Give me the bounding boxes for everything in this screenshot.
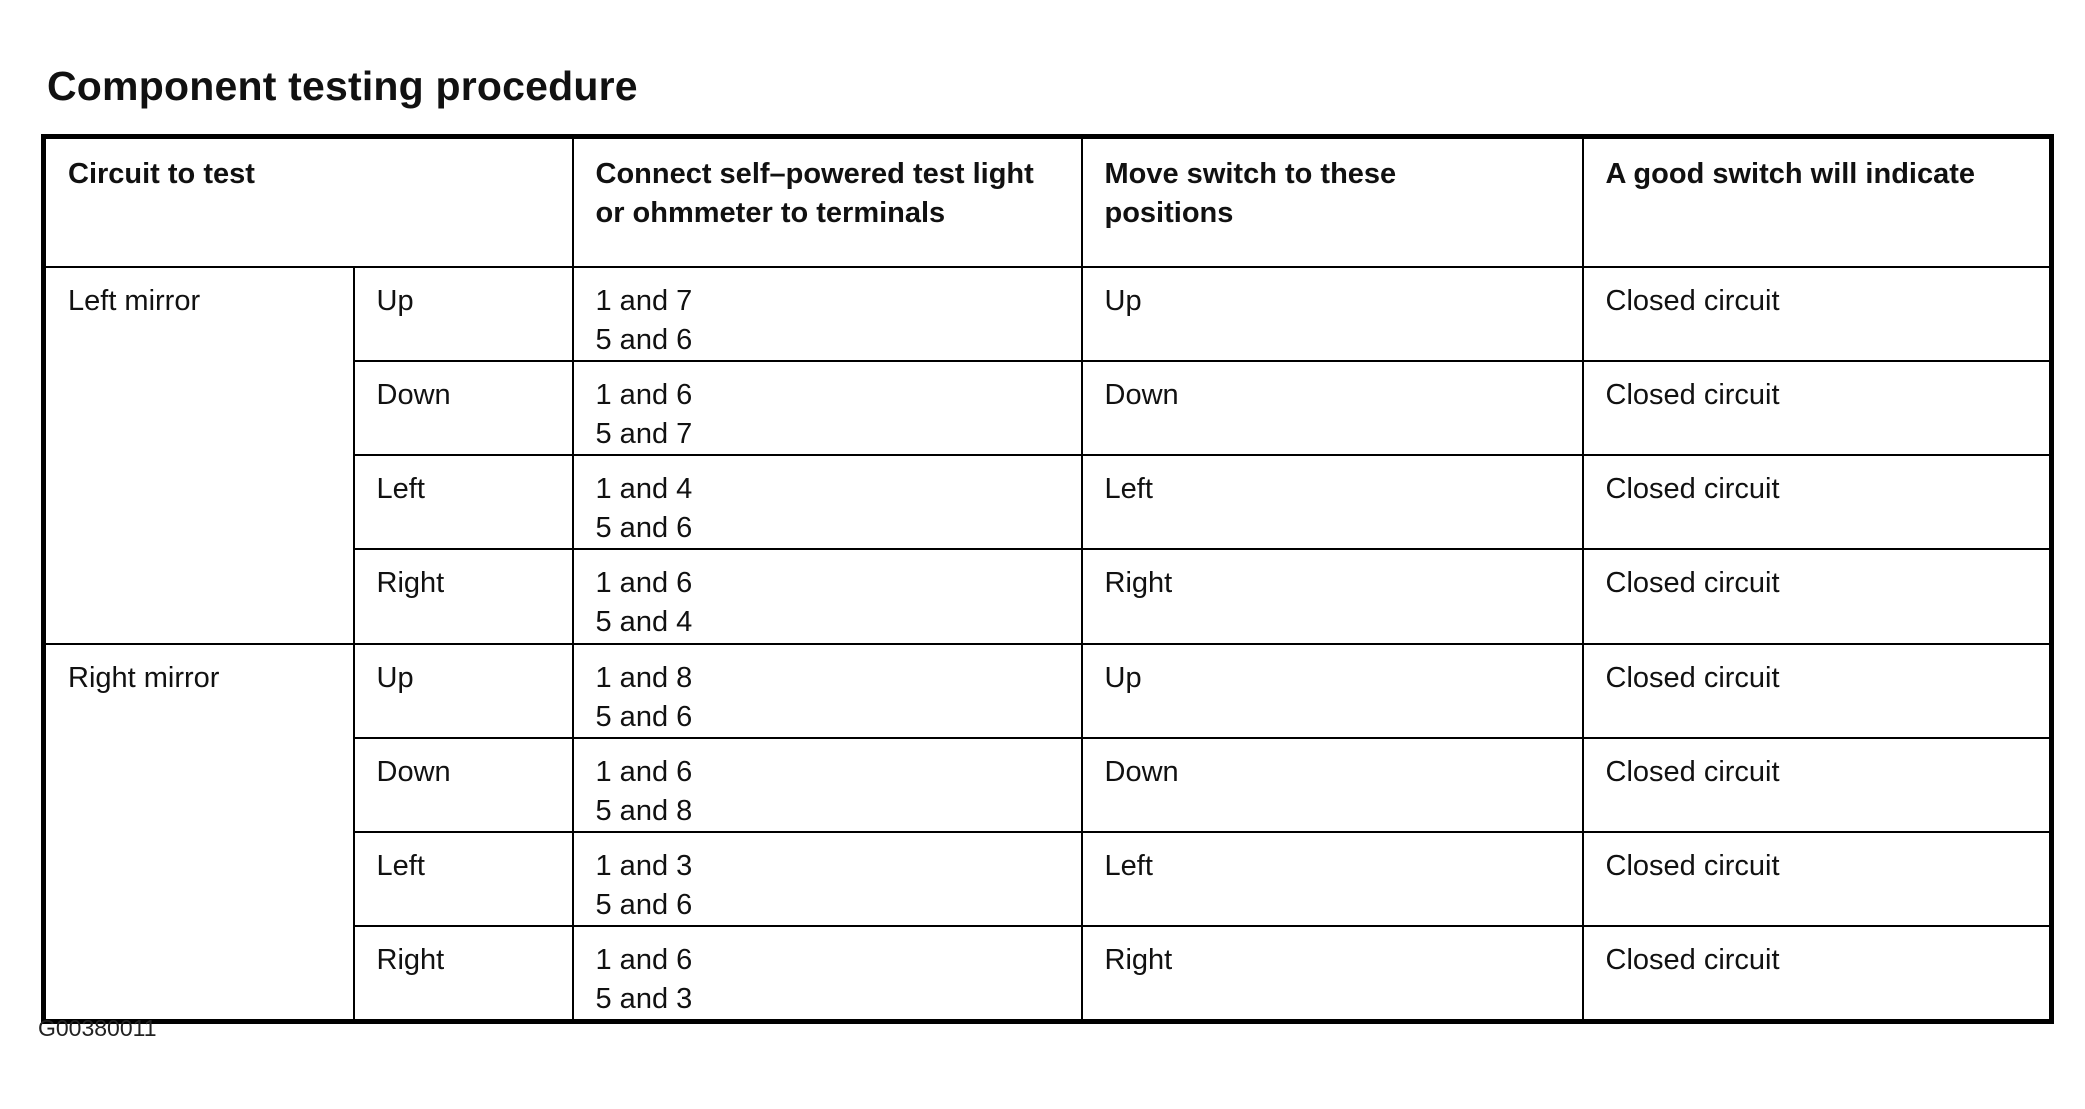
position-cell: Down [1082, 738, 1583, 832]
result-cell: Closed circuit [1583, 455, 2052, 549]
direction-cell: Down [354, 738, 573, 832]
direction-cell: Left [354, 832, 573, 926]
header-result: A good switch will indicate [1583, 137, 2052, 267]
terminals-cell [573, 926, 1082, 1022]
terminals-cell [573, 549, 1082, 644]
result-cell: Closed circuit [1583, 926, 2052, 1022]
terminals-cell [573, 267, 1082, 361]
header-terminals [573, 137, 1082, 267]
position-cell: Right [1082, 549, 1583, 644]
group-label-right-mirror: Right mirror [44, 644, 354, 1022]
terminal-pair: 1 and 8 [595, 661, 693, 694]
position-cell: Left [1082, 832, 1583, 926]
header-circuit: Circuit to test [44, 137, 573, 267]
result-cell: Closed circuit [1583, 361, 2052, 455]
terminal-pair: 1 and 6 [595, 943, 693, 976]
result-cell: Closed circuit [1583, 644, 2052, 738]
header-positions [1082, 137, 1583, 267]
position-cell: Up [1082, 644, 1583, 738]
figure-id: G00380011 [38, 1015, 157, 1041]
terminals-cell [573, 361, 1082, 455]
table-row [44, 644, 2052, 738]
header-positions-line-1: Move switch to these [1104, 158, 1397, 190]
result-cell: Closed circuit [1583, 267, 2052, 361]
direction-cell: Down [354, 361, 573, 455]
header-row [44, 137, 2052, 267]
terminals-cell [573, 644, 1082, 738]
header-terminals-line-1: Connect self–powered test light [595, 158, 1034, 190]
page-title: Component testing procedure [47, 63, 638, 109]
terminal-pair: 5 and 4 [595, 605, 693, 638]
terminals-cell [573, 738, 1082, 832]
terminal-pair: 5 and 3 [595, 982, 693, 1015]
terminal-pair: 1 and 6 [595, 566, 693, 599]
direction-cell: Right [354, 549, 573, 644]
header-terminals-line-2: or ohmmeter to terminals [595, 197, 946, 229]
terminal-pair: 1 and 3 [595, 849, 693, 882]
position-cell: Up [1082, 267, 1583, 361]
terminal-pair: 1 and 6 [595, 378, 693, 411]
terminal-pair: 5 and 6 [595, 511, 693, 544]
result-cell: Closed circuit [1583, 738, 2052, 832]
position-cell: Down [1082, 361, 1583, 455]
terminal-pair: 1 and 4 [595, 472, 693, 505]
direction-cell: Right [354, 926, 573, 1022]
position-cell: Left [1082, 455, 1583, 549]
direction-cell: Left [354, 455, 573, 549]
result-cell: Closed circuit [1583, 549, 2052, 644]
terminal-pair: 1 and 6 [595, 755, 693, 788]
terminal-pair: 1 and 7 [595, 284, 693, 317]
header-positions-line-2: positions [1104, 197, 1234, 229]
testing-procedure-table [41, 134, 2054, 1024]
position-cell: Right [1082, 926, 1583, 1022]
terminal-pair: 5 and 7 [595, 417, 693, 450]
terminal-pair: 5 and 6 [595, 888, 693, 921]
terminals-cell [573, 832, 1082, 926]
terminals-cell [573, 455, 1082, 549]
terminal-pair: 5 and 6 [595, 700, 693, 733]
terminal-pair: 5 and 6 [595, 323, 693, 356]
direction-cell: Up [354, 644, 573, 738]
direction-cell: Up [354, 267, 573, 361]
table-row [44, 267, 2052, 361]
group-label-left-mirror: Left mirror [44, 267, 354, 644]
terminal-pair: 5 and 8 [595, 794, 693, 827]
result-cell: Closed circuit [1583, 832, 2052, 926]
